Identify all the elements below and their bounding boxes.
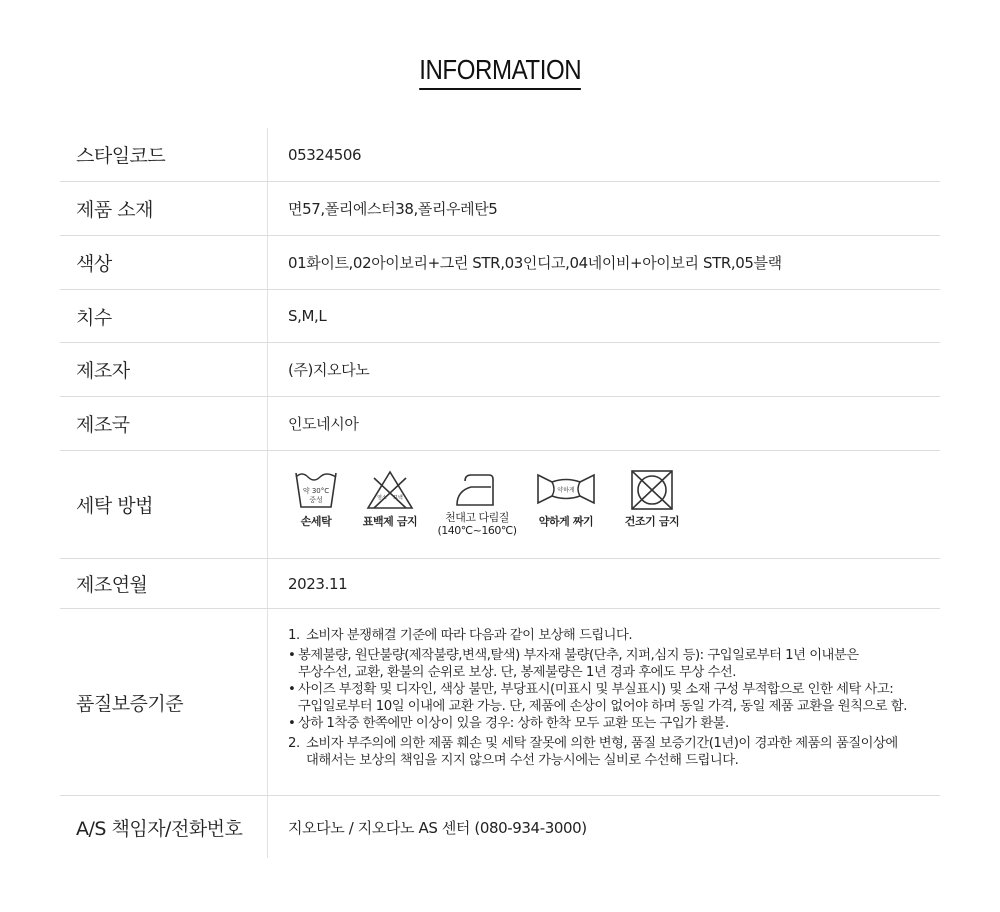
iron-icon bbox=[451, 469, 503, 511]
quality-bullet: • bbox=[288, 716, 296, 731]
quality-line-text: 사이즈 부정확 및 디자인, 색상 불만, 부당표시(미표시 및 부실표시) 및 소재 구성 부적합으로 인한 세탁 사고: bbox=[298, 682, 894, 697]
quality-line bbox=[288, 647, 936, 664]
quality-line-text: 봉제불량, 원단불량(제작불량,변색,탈색) 부자재 불량(단추, 지퍼,심지 등): 구입일로부터 1년 이내분은 bbox=[298, 648, 859, 663]
divider bbox=[267, 451, 268, 558]
hand-wash-icon bbox=[293, 469, 339, 511]
row-label: 제조국 bbox=[76, 414, 130, 436]
bleach-text: 표백 bbox=[393, 495, 403, 501]
quality-line bbox=[288, 698, 936, 715]
hand-wash-caption: 손세탁 bbox=[300, 515, 332, 528]
row-value: 면57,폴리에스터38,폴리우레탄5 bbox=[288, 200, 498, 218]
info-table bbox=[60, 128, 940, 858]
quality-line-text: 소비자 분쟁해결 기준에 따라 다음과 같이 보상해 드립니다. bbox=[306, 628, 633, 643]
row-value: 01화이트,02아이보리+그린 STR,03인디고,04네이비+아이보리 STR,05블랙 bbox=[288, 254, 782, 272]
row-label: A/S 책임자/전화번호 bbox=[76, 817, 243, 840]
no-tumble-dry-caption: 건조기 금지 bbox=[624, 515, 680, 528]
row-color bbox=[60, 236, 940, 290]
gentle-wring-item bbox=[524, 469, 608, 537]
row-country bbox=[60, 397, 940, 451]
row-maker bbox=[60, 343, 940, 397]
quality-line bbox=[288, 735, 936, 752]
no-bleach-item bbox=[350, 469, 430, 537]
quality-line-text: 소비자 부주의에 의한 제품 훼손 및 세탁 잘못에 의한 변형, 품질 보증기간(1년)이 경과한 제품의 품질이상에 bbox=[306, 736, 898, 751]
quality-bullet: • bbox=[288, 648, 296, 663]
bleach-chlorine-text: 염소 bbox=[377, 495, 387, 501]
row-label: 제조자 bbox=[76, 360, 130, 382]
row-label: 스타일코드 bbox=[76, 145, 166, 167]
quality-line-text: 상하 1착중 한쪽에만 이상이 있을 경우: 상하 한착 모두 교환 또는 구입가 환불. bbox=[298, 716, 729, 731]
quality-line bbox=[288, 681, 936, 698]
row-size bbox=[60, 290, 940, 343]
no-bleach-caption: 표백제 금지 bbox=[362, 515, 418, 528]
wash-icons bbox=[288, 469, 692, 537]
gentle-wring-caption: 약하게 짜기 bbox=[538, 515, 594, 528]
divider bbox=[267, 128, 268, 181]
quality-line-text: 대해서는 보상의 책임을 지지 않으며 수선 가능시에는 실비로 수선해 드립니다. bbox=[306, 753, 739, 768]
iron-temp-caption: (140℃~160℃) bbox=[437, 524, 517, 537]
row-label: 치수 bbox=[76, 306, 112, 329]
page-title: INFORMATION bbox=[419, 52, 581, 90]
row-style-code bbox=[60, 128, 940, 182]
divider bbox=[267, 182, 268, 235]
row-value: (주)지오다노 bbox=[288, 361, 370, 379]
iron-caption: 천대고 다림질 bbox=[445, 511, 509, 524]
quality-line bbox=[288, 715, 936, 732]
no-bleach-icon bbox=[365, 469, 415, 511]
divider bbox=[267, 290, 268, 342]
quality-line-text: 구입일로부터 10일 이내에 교환 가능. 단, 제품에 손상이 없어야 하며 동일 가격, 동일 제품 교환을 원칙으로 함. bbox=[298, 699, 907, 714]
row-as bbox=[60, 796, 940, 858]
divider bbox=[267, 343, 268, 396]
row-value: 지오다노 / 지오다노 AS 센터 (080-934-3000) bbox=[288, 818, 587, 837]
title-wrap bbox=[0, 52, 1000, 90]
row-label: 색상 bbox=[76, 253, 112, 275]
row-washing bbox=[60, 451, 940, 559]
row-date bbox=[60, 559, 940, 609]
divider bbox=[267, 559, 268, 608]
quality-line bbox=[288, 664, 936, 681]
row-value: 인도네시아 bbox=[288, 415, 359, 433]
divider bbox=[267, 609, 268, 795]
row-label: 제조연월 bbox=[76, 574, 148, 596]
iron-item bbox=[434, 469, 520, 537]
divider bbox=[267, 236, 268, 289]
divider bbox=[267, 397, 268, 450]
no-tumble-dry-icon bbox=[629, 469, 675, 511]
quality-line bbox=[288, 752, 936, 769]
gentle-wring-icon bbox=[535, 469, 597, 511]
row-label: 세탁 방법 bbox=[76, 495, 153, 517]
divider bbox=[267, 796, 268, 858]
quality-bullet: • bbox=[288, 682, 296, 697]
quality-line bbox=[288, 627, 936, 644]
row-value: 05324506 bbox=[288, 145, 362, 164]
gentle-wring-text: 약하게 bbox=[557, 487, 575, 494]
hand-wash-detergent: 중성 bbox=[309, 496, 323, 504]
hand-wash-temp: 약 30°C bbox=[302, 487, 330, 495]
quality-num: 2. bbox=[288, 736, 300, 751]
row-material bbox=[60, 182, 940, 236]
hand-wash-item bbox=[288, 469, 344, 537]
row-value: 2023.11 bbox=[288, 574, 348, 593]
row-label: 제품 소재 bbox=[76, 199, 153, 221]
no-tumble-dry-item bbox=[612, 469, 692, 537]
row-label: 품질보증기준 bbox=[76, 692, 184, 715]
quality-line-text: 무상수선, 교환, 환불의 순위로 보상. 단, 봉제불량은 1년 경과 후에도 무상 수선. bbox=[298, 665, 736, 680]
row-value: S,M,L bbox=[288, 307, 327, 325]
row-quality bbox=[60, 609, 940, 796]
quality-text bbox=[288, 627, 936, 769]
quality-num: 1. bbox=[288, 628, 300, 643]
